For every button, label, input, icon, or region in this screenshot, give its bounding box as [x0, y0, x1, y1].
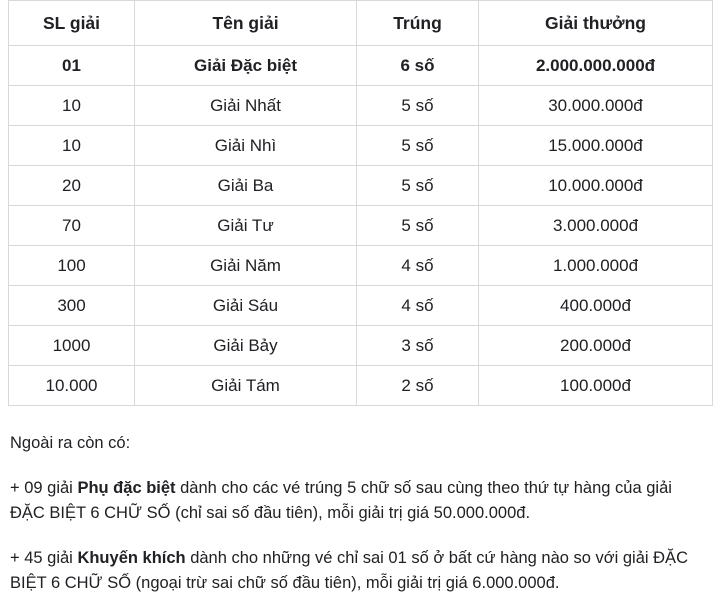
cell-quantity: 10: [9, 86, 135, 126]
table-row: [9, 86, 713, 126]
note2-prefix: + 45 giải: [10, 549, 78, 567]
cell-prize-value: 200.000đ: [479, 326, 713, 366]
cell-quantity: 100: [9, 246, 135, 286]
table-row: [9, 366, 713, 406]
table-row: [9, 206, 713, 246]
table-row: [9, 166, 713, 206]
cell-prize-value: 100.000đ: [479, 366, 713, 406]
note1-prefix: + 09 giải: [10, 479, 78, 497]
table-row: [9, 126, 713, 166]
cell-quantity: 10: [9, 126, 135, 166]
cell-match: 2 số: [357, 366, 479, 406]
note2-rest: dành cho những vé chỉ sai 01 số ở bất cứ hàng nào so với giải ĐẶC BIỆT 6 CHỮ SỐ (ngoại trừ sai chữ số đầu tiên), mỗi giải trị giá 6.000.000đ.: [10, 549, 688, 592]
cell-prize-name: Giải Nhất: [135, 86, 357, 126]
table-row: [9, 286, 713, 326]
cell-match: 5 số: [357, 126, 479, 166]
cell-prize-value: 2.000.000.000đ: [479, 46, 713, 86]
prize-table: [8, 0, 713, 406]
column-header-prize-value: Giải thưởng: [479, 1, 713, 46]
cell-prize-name: Giải Bảy: [135, 326, 357, 366]
cell-match: 5 số: [357, 206, 479, 246]
note1-bold: Phụ đặc biệt: [77, 479, 176, 497]
cell-quantity: 10.000: [9, 366, 135, 406]
column-header-prize-name: Tên giải: [135, 1, 357, 46]
cell-prize-value: 15.000.000đ: [479, 126, 713, 166]
cell-prize-name: Giải Đặc biệt: [135, 46, 357, 86]
cell-prize-name: Giải Ba: [135, 166, 357, 206]
cell-prize-name: Giải Tư: [135, 206, 357, 246]
cell-prize-value: 10.000.000đ: [479, 166, 713, 206]
cell-quantity: 300: [9, 286, 135, 326]
table-row: [9, 246, 713, 286]
cell-prize-value: 400.000đ: [479, 286, 713, 326]
note-special-sub-prize: [10, 456, 710, 526]
cell-prize-name: Giải Sáu: [135, 286, 357, 326]
cell-prize-name: Giải Nhì: [135, 126, 357, 166]
cell-match: 5 số: [357, 166, 479, 206]
column-header-match: Trúng: [357, 1, 479, 46]
cell-match: 3 số: [357, 326, 479, 366]
note1-rest: dành cho các vé trúng 5 chữ số sau cùng theo thứ tự hàng của giải ĐẶC BIỆT 6 CHỮ SỐ (chỉ sai số đầu tiên), mỗi giải trị giá 50.000.000đ.: [10, 479, 672, 522]
table-row: [9, 326, 713, 366]
note-consolation-prize: [10, 526, 710, 596]
cell-prize-value: 1.000.000đ: [479, 246, 713, 286]
cell-prize-value: 30.000.000đ: [479, 86, 713, 126]
table-header-row: [9, 1, 713, 46]
additional-notes: [0, 406, 720, 596]
table-row: [9, 46, 713, 86]
cell-match: 5 số: [357, 86, 479, 126]
cell-quantity: 20: [9, 166, 135, 206]
table-header: [9, 1, 713, 46]
note2-bold: Khuyến khích: [77, 549, 186, 567]
cell-prize-value: 3.000.000đ: [479, 206, 713, 246]
cell-quantity: 1000: [9, 326, 135, 366]
notes-intro: Ngoài ra còn có:: [10, 434, 131, 452]
cell-prize-name: Giải Năm: [135, 246, 357, 286]
column-header-quantity: SL giải: [9, 1, 135, 46]
cell-match: 6 số: [357, 46, 479, 86]
cell-quantity: 01: [9, 46, 135, 86]
cell-match: 4 số: [357, 246, 479, 286]
cell-prize-name: Giải Tám: [135, 366, 357, 406]
cell-match: 4 số: [357, 286, 479, 326]
table-body: [9, 46, 713, 406]
cell-quantity: 70: [9, 206, 135, 246]
